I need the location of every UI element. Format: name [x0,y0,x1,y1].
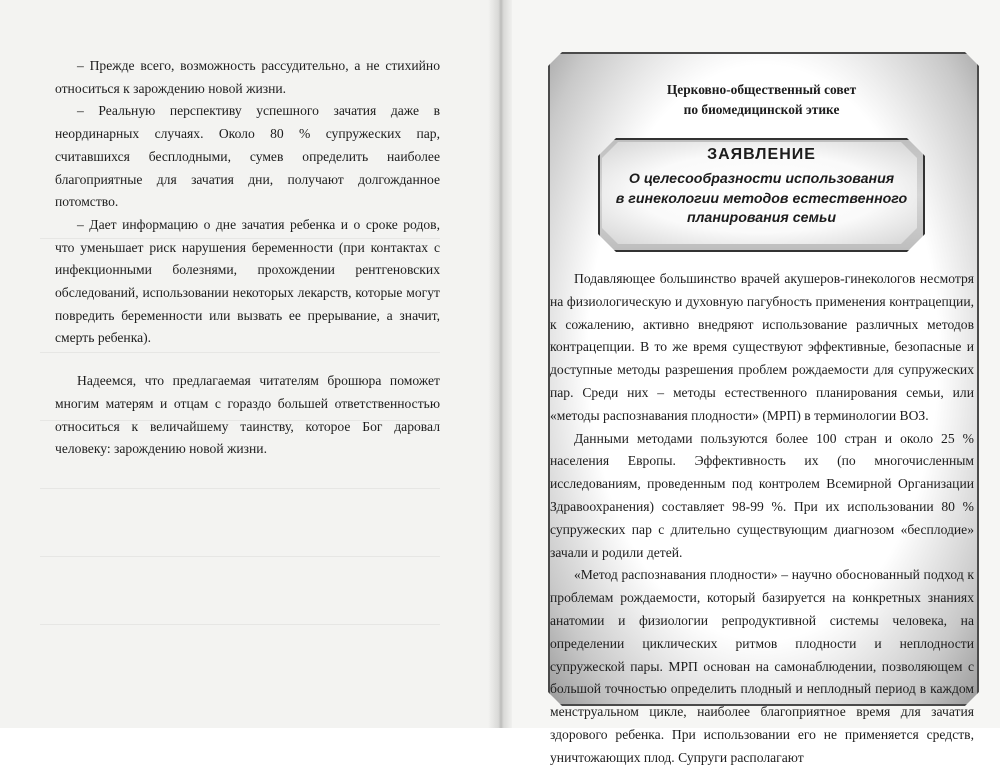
statement-subtitle-line-3: планирования семьи [686,210,837,226]
left-paragraph-1: – Прежде всего, возможность рассудительно, а не стихийно относиться к зарождению новой жизни. [55,58,440,96]
statement-subtitle-line-2: в гинекологии методов естественного [615,190,908,207]
left-paragraph-2: – Реальную перспективу успешного зачатия даже в неординарных случаях. Около 80 % супружеских пар, считавшихся бесплодными, сумев определить наиболее благоприятные для зачатия дни, получают долгожданное потомство. [55,103,440,210]
left-paragraph-3: – Дает информацию о дне зачатия ребенка и о сроке родов, что уменьшает риск нарушения беременности (при контактах с инфекционными болезнями, прохождении рентгеновских обследований, использовании некоторых лекарств, которые могут повредить беременности или вызвать ее прерывание, а значит, смерть ребенка). [55,216,440,346]
council-heading [548,80,975,120]
left-paragraph-4: Надеемся, что предлагаемая читателям брошюра поможет многим матерям и отцам с гораздо большей ответственностью относиться к величайшему таинству, которое Бог даровал человеку: зарождению новой жизни. [55,373,440,457]
right-page [512,0,1000,765]
statement-subtitle-line-1: О целесообразности использования [628,171,895,187]
right-paragraph-1: Подавляющее большинство врачей акушеров-гинекологов несмотря на физиологическую и духовную пагубность применения контрацепции, к сожалению, активно внедряют использование различных методов контрацепции. В то же время существуют эффективные, безопасные и доступные методы разрешения проблем рождаемости для супружеских пар. Среди них – методы естественного планирования семьи, или «методы распознавания плодности» (МРП) в терминологии ВОЗ. [550,271,974,423]
book-gutter [488,0,514,728]
left-page [0,0,496,728]
right-page-text [550,268,974,770]
right-paragraph-3: «Метод распознавания плодности» – научно обоснованный подход к проблемам рождаемости, который базируется на конкретных знаниях анатомии и физиологии репродуктивной системы человека, на определении циклических ритмов плодности и неплодности супружеской пары. МРП основан на самонаблюдении, позволяющем с большой точностью определить плодный и неплодный период в каждом менструальном цикле, наиболее благоприятное время для зачатия здорового ребенка. При использовании его не применяется средств, уничтожающих плод. Супруги располагают [550,567,974,765]
council-line-2: по биомедицинской этике [683,102,840,117]
right-paragraph-2: Данными методами пользуются более 100 стран и около 25 % населения Европы. Эффективность их (по многочисленным исследованиям, проведенным под контролем Всемирной Организации Здравоохранения) составляет 98-99 %. При их использовании 80 % супружеских пар с длительно существующим диагнозом «бесплодие» зачали и родили детей. [550,430,974,560]
council-line-1: Церковно-общественный совет [666,82,857,97]
statement-subtitle [602,170,921,229]
statement-title: ЗАЯВЛЕНИЕ [707,146,816,163]
left-page-text [55,55,440,461]
